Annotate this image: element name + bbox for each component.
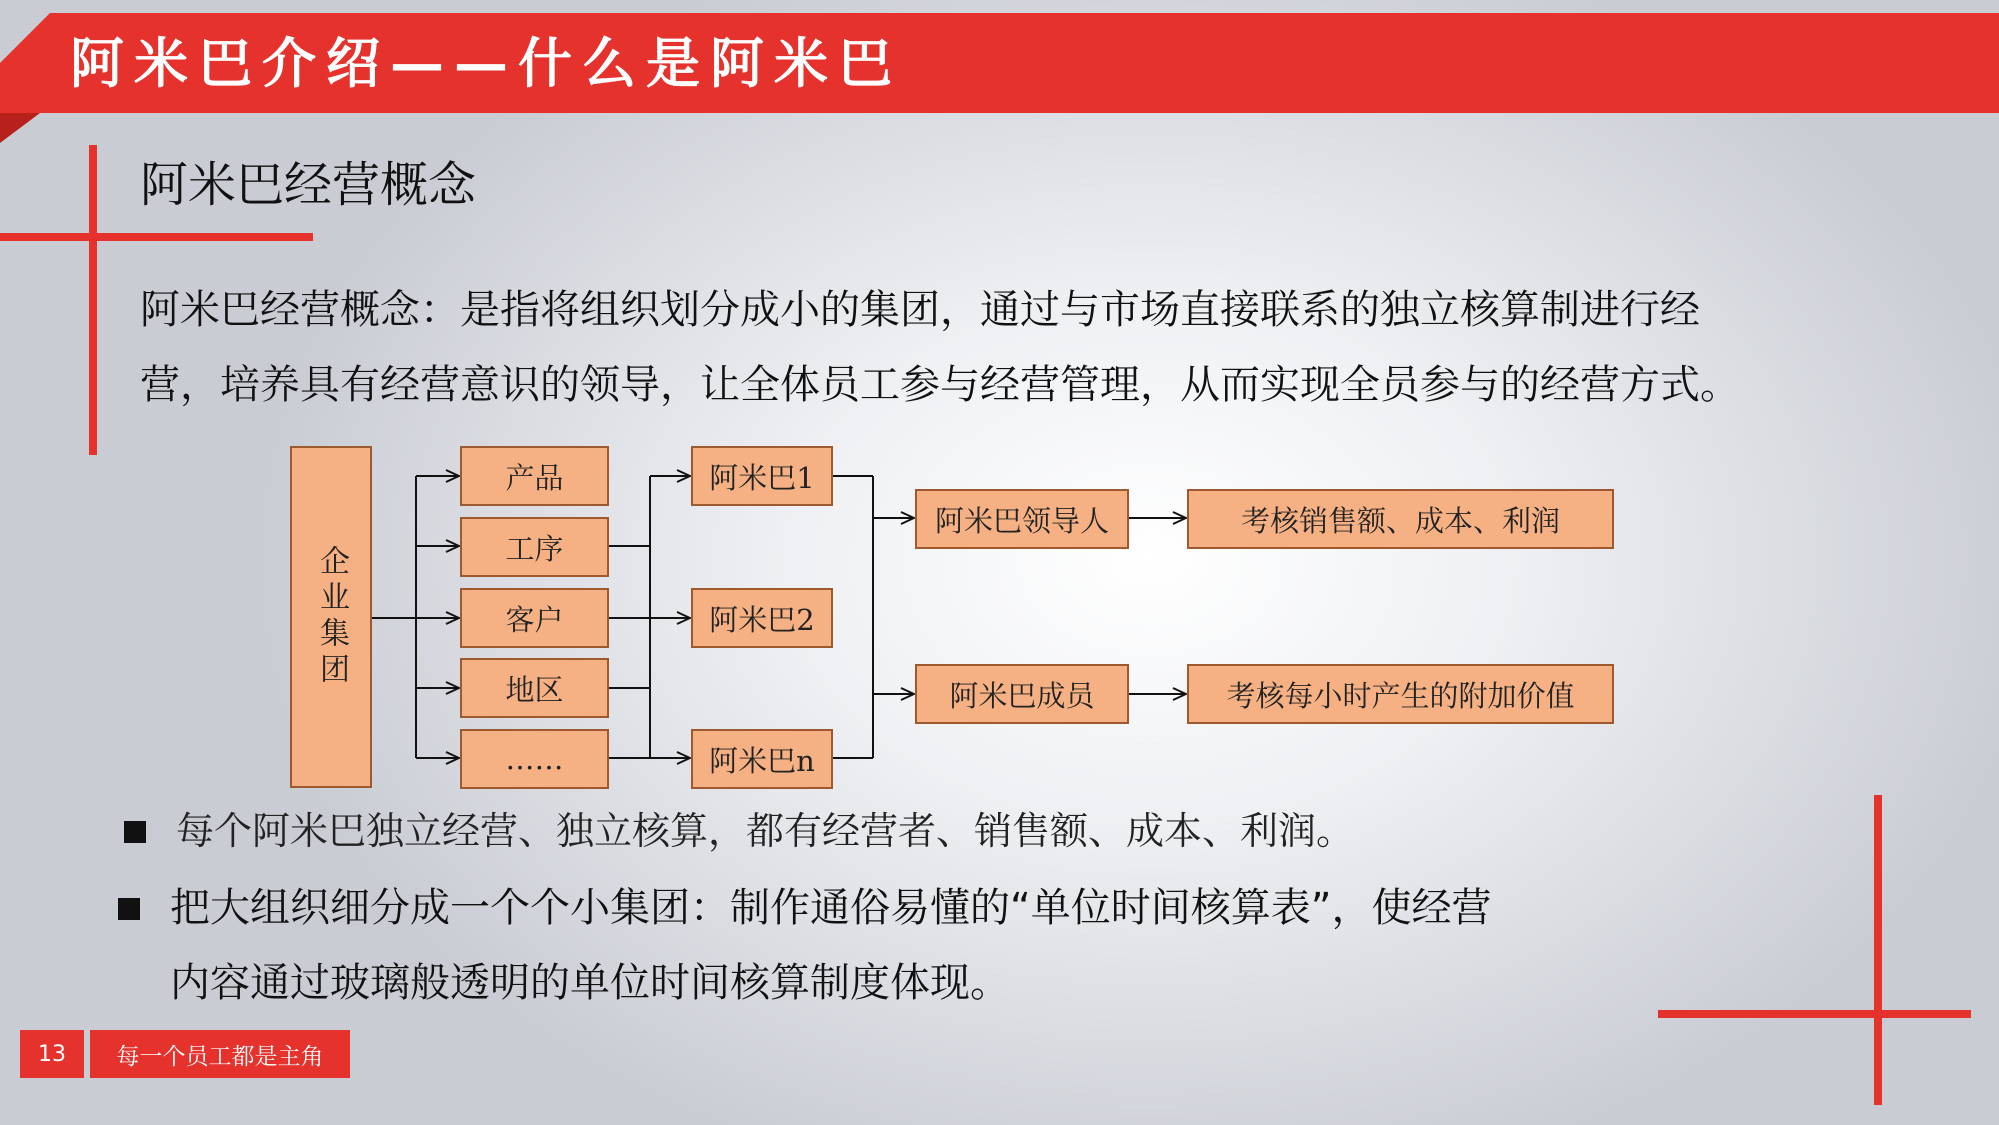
footer-page-number: 13 bbox=[20, 1030, 84, 1078]
bullet-2-line-1: 把大组织细分成一个个小集团：制作通俗易懂的“单位时间核算表”，使经营 bbox=[170, 885, 1492, 931]
node-division-customer: 客户 bbox=[460, 588, 609, 648]
node-division-process: 工序 bbox=[460, 517, 609, 577]
bullet-1-text: 每个阿米巴独立经营、独立核算，都有经营者、销售额、成本、利润。 bbox=[176, 809, 1355, 853]
node-division-more: …… bbox=[460, 729, 609, 789]
node-role-member: 阿米巴成员 bbox=[915, 664, 1129, 724]
footer-slogan: 每一个员工都是主角 bbox=[90, 1030, 350, 1078]
section-heading: 阿米巴经营概念 bbox=[140, 157, 477, 213]
node-amoeba-1: 阿米巴1 bbox=[691, 446, 833, 506]
node-assessment-leader: 考核销售额、成本、利润 bbox=[1187, 489, 1614, 549]
node-enterprise-group: 企业集团 bbox=[290, 446, 372, 788]
node-role-leader: 阿米巴领导人 bbox=[915, 489, 1129, 549]
bullet-marker-1 bbox=[124, 821, 146, 843]
bullet-marker-2 bbox=[118, 898, 140, 920]
bullet-2-line-2: 内容通过玻璃般透明的单位时间核算制度体现。 bbox=[170, 960, 1010, 1006]
node-assessment-member: 考核每小时产生的附加价值 bbox=[1187, 664, 1614, 724]
node-amoeba-2: 阿米巴2 bbox=[691, 588, 833, 648]
node-division-product: 产品 bbox=[460, 446, 609, 506]
definition-line-1: 阿米巴经营概念：是指将组织划分成小的集团，通过与市场直接联系的独立核算制进行经 bbox=[140, 287, 1700, 333]
slide-title: 阿米巴介绍——什么是阿米巴 bbox=[70, 31, 902, 95]
definition-line-2: 营，培养具有经营意识的领导，让全体员工参与经营管理，从而实现全员参与的经营方式。 bbox=[140, 362, 1740, 408]
node-amoeba-n: 阿米巴n bbox=[691, 729, 833, 789]
node-division-region: 地区 bbox=[460, 658, 609, 718]
